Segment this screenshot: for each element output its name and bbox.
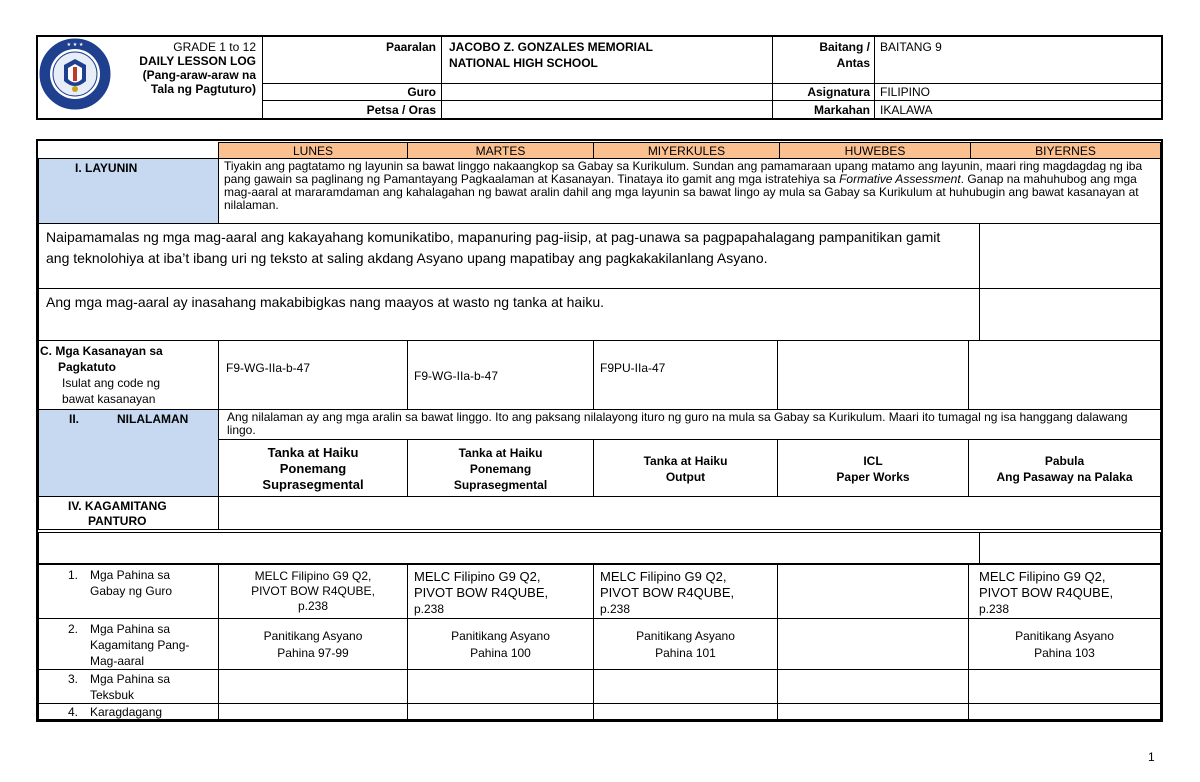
kasanayan-cell-lunes: [218, 340, 408, 410]
deped-seal-logo: [38, 37, 112, 111]
row1-label-2: Gabay ng Guro: [90, 584, 173, 598]
sanggunian-header-side: [979, 532, 1161, 564]
ref-line: Pahina 103: [1034, 646, 1095, 660]
kagamitan-content-cell: [218, 496, 1161, 530]
pamantayan-pagganap-side: [979, 288, 1161, 341]
kasanayan-cell-martes: [407, 340, 594, 410]
row4-cell-miyerkules: [593, 703, 778, 720]
topic-cell-biyernes: [968, 439, 1161, 497]
pamantayan-pagganap-text: Ang mga mag-aaral ay inasahang makabibigkas nang maayos at wasto ng tanka at haiku.: [46, 294, 605, 310]
row2-cell-miyerkules: [593, 618, 778, 670]
nilalaman-label-cell: [38, 409, 219, 497]
layunin-text-part-1: Tiyakin ang pagtatamo ng layunin sa bawat linggo nakaangkop sa Gabay sa Kurikulum. Sundan ang pamamaraan upang matamo ang layunin, maari ring magdagdag ng iba pang gawain sa paglinang ng Pamantayang Pagkaalaman at Kasanayan. Tinataya ito gamit ang mga istratehiya sa: [224, 159, 1143, 186]
row3-cell-biyernes: [968, 669, 1161, 704]
nilalaman-label: NILALAMAN: [117, 412, 189, 426]
day-header-lunes: [218, 142, 408, 159]
row3-label-2: Teksbuk: [90, 688, 135, 702]
paaralan-value-1: JACOBO Z. GONZALES MEMORIAL: [449, 40, 653, 54]
pamantayan-nilalaman-side: [979, 223, 1161, 289]
kagamitan-label-1: IV. KAGAMITANG: [68, 499, 167, 513]
ref-line: p.238: [600, 602, 631, 616]
row3-label-1: Mga Pahina sa: [90, 672, 171, 686]
ref-line: MELC Filipino G9 Q2,: [254, 569, 372, 583]
row4-cell-martes: [407, 703, 594, 720]
row4-num: 4.: [68, 705, 79, 719]
svg-text:★ ★ ★: ★ ★ ★: [66, 42, 84, 48]
header-vline-3: [874, 35, 875, 120]
row3-cell-miyerkules: [593, 669, 778, 704]
row1-num: 1.: [68, 568, 79, 582]
kasanayan-code: F9PU-IIa-47: [600, 361, 666, 375]
row4-cell-huwebes: [777, 703, 969, 720]
topic-line: Tanka at Haiku: [267, 445, 359, 460]
topic-line: Output: [665, 470, 706, 484]
layunin-label: I. LAYUNIN: [75, 161, 138, 175]
row2-cell-martes: [407, 618, 594, 670]
topic-line: Pabula: [1044, 454, 1085, 468]
kasanayan-cell-miyerkules: [593, 340, 778, 410]
kasanayan-cell-huwebes: [777, 340, 969, 410]
row2-num: 2.: [68, 622, 79, 636]
row4-cell-lunes: [218, 703, 408, 720]
layunin-label-cell: [38, 158, 219, 224]
row3-cell-huwebes: [777, 669, 969, 704]
topic-line: Ang Pasaway na Palaka: [996, 470, 1133, 484]
row2-cell-lunes: [218, 618, 408, 670]
row2-cell-huwebes: [777, 618, 969, 670]
kasanayan-code: F9-WG-IIa-b-47: [414, 369, 499, 383]
kasanayan-label-2: Pagkatuto: [58, 360, 117, 374]
ref-line: Panitikang Asyano: [451, 629, 550, 643]
day-label: MARTES: [475, 144, 526, 158]
layunin-text-part-2: . Ganap na mahuhubog ang mga mag-aaral at mararamdaman ang kahalagahan ng bawat aralin dahil ang mga layunin sa bawat lingo ay mula sa Gabay sa Kurikulum at huhubugin ang bawat kasanayan at nilalaman.: [224, 172, 1139, 212]
topic-line: Suprasegmental: [453, 478, 548, 492]
row3-cell-lunes: [218, 669, 408, 704]
row4-label-1: Karagdagang: [90, 705, 163, 719]
row4-cell-biyernes: [968, 703, 1161, 720]
layunin-description: [224, 160, 1150, 212]
row2-label-2: Kagamitang Pang-: [90, 638, 190, 652]
pamantayan-nilalaman-text: Naipamamalas ng mga mag-aaral ang kakayahang komunikatibo, mapanuring pag-iisip, at pag-unawa sa pagpapahalagang pampanitikan gamit ang teknolohiya at iba’t ibang uri ng teksto at saling akdang Asyano upang mapatibay ang pagkakakilanlang Asyano.: [46, 229, 941, 266]
baitang-label-1: Baitang /: [819, 40, 870, 54]
topic-line: ICL: [863, 454, 883, 468]
markahan-value: IKALAWA: [880, 103, 933, 117]
row1-cell-huwebes: [777, 564, 969, 619]
ref-line: Panitikang Asyano: [636, 629, 735, 643]
kasanayan-code: F9-WG-IIa-b-47: [226, 361, 311, 375]
ref-line: p.238: [414, 602, 445, 616]
guro-label: Guro: [407, 85, 436, 99]
dll-subtitle-1: (Pang-araw-araw na: [142, 68, 256, 82]
ref-line: p.238: [979, 602, 1010, 616]
ref-line: Pahina 101: [655, 646, 716, 660]
ref-line: Panitikang Asyano: [263, 629, 363, 643]
ref-line: PIVOT BOW R4QUBE,: [251, 584, 375, 598]
row1-cell-lunes: [218, 564, 408, 619]
day-label: BIYERNES: [1035, 144, 1096, 158]
row1-cell-biyernes: [968, 564, 1161, 619]
ref-line: PIVOT BOW R4QUBE,: [414, 585, 549, 600]
day-label: HUWEBES: [844, 144, 906, 158]
markahan-label: Markahan: [813, 103, 870, 117]
topic-cell-lunes: [218, 439, 408, 497]
paaralan-value-2: NATIONAL HIGH SCHOOL: [449, 56, 598, 70]
ref-line: p.238: [297, 599, 329, 613]
asignatura-value: FILIPINO: [880, 85, 931, 99]
topic-line: Paper Works: [836, 470, 910, 484]
petsa-label: Petsa / Oras: [366, 103, 436, 117]
asignatura-label: Asignatura: [807, 85, 870, 99]
grade-range: GRADE 1 to 12: [173, 40, 256, 54]
ref-line: MELC Filipino G9 Q2,: [414, 569, 541, 584]
ref-line: PIVOT BOW R4QUBE,: [600, 585, 735, 600]
kasanayan-label-3: Isulat ang code ng: [62, 376, 161, 390]
ref-line: PIVOT BOW R4QUBE,: [979, 585, 1114, 600]
baitang-value: BAITANG 9: [880, 40, 942, 54]
topic-cell-miyerkules: [593, 439, 778, 497]
nilalaman-label-num: II.: [69, 412, 80, 426]
header-hline-2: [262, 100, 1163, 101]
row2-label-3: Mag-aaral: [90, 654, 145, 668]
header-hline-1: [262, 83, 1163, 84]
row1-label-1: Mga Pahina sa: [90, 568, 171, 582]
topic-cell-martes: [407, 439, 594, 497]
topic-line: Ponemang: [279, 461, 347, 476]
header-vline-2: [772, 35, 773, 120]
day-header-miyerkules: [593, 142, 780, 159]
dll-subtitle-2: Tala ng Pagtuturo): [150, 82, 256, 96]
nilalaman-text: Ang nilalaman ay ang mga aralin sa bawat linggo. Ito ang paksang nilalayong ituro ng guro na mula sa Gabay sa Kurikulum. Maari ito tumagal ng isa hanggang dalawang lingo.: [227, 410, 1128, 437]
row2-cell-biyernes: [968, 618, 1161, 670]
day-label: LUNES: [292, 144, 333, 158]
kasanayan-cell-biyernes: [968, 340, 1161, 410]
ref-line: Pahina 100: [470, 646, 531, 660]
day-header-huwebes: [779, 142, 971, 159]
row2-label-1: Mga Pahina sa: [90, 622, 171, 636]
row3-num: 3.: [68, 672, 79, 686]
kasanayan-label-4: bawat kasanayan: [62, 392, 156, 406]
kagamitan-label-2: PANTURO: [88, 514, 147, 528]
ref-line: MELC Filipino G9 Q2,: [979, 569, 1106, 584]
topic-cell-huwebes: [777, 439, 969, 497]
row1-cell-martes: [407, 564, 594, 619]
topic-line: Tanka at Haiku: [458, 446, 543, 460]
header-vline-1: [441, 35, 442, 120]
day-label: MIYERKULES: [647, 144, 726, 158]
layunin-text-italic: Formative Assessment: [839, 172, 961, 186]
row3-cell-martes: [407, 669, 594, 704]
row1-cell-miyerkules: [593, 564, 778, 619]
paaralan-label: Paaralan: [385, 40, 436, 54]
topic-line: Ponemang: [469, 462, 532, 476]
kasanayan-label-1: C. Mga Kasanayan sa: [40, 344, 163, 358]
dll-title: DAILY LESSON LOG: [139, 54, 256, 68]
ref-line: Panitikang Asyano: [1015, 629, 1114, 643]
ref-line: MELC Filipino G9 Q2,: [600, 569, 727, 584]
day-header-biyernes: [970, 142, 1161, 159]
topic-line: Tanka at Haiku: [643, 454, 728, 468]
page-number: 1: [1148, 750, 1155, 764]
baitang-label-2: Antas: [836, 56, 870, 70]
sanggunian-header-cell: [38, 532, 980, 564]
header-divider-logo: [262, 35, 263, 120]
topic-line: Suprasegmental: [262, 477, 364, 492]
day-header-martes: [407, 142, 594, 159]
ref-line: Pahina 97-99: [277, 646, 349, 660]
